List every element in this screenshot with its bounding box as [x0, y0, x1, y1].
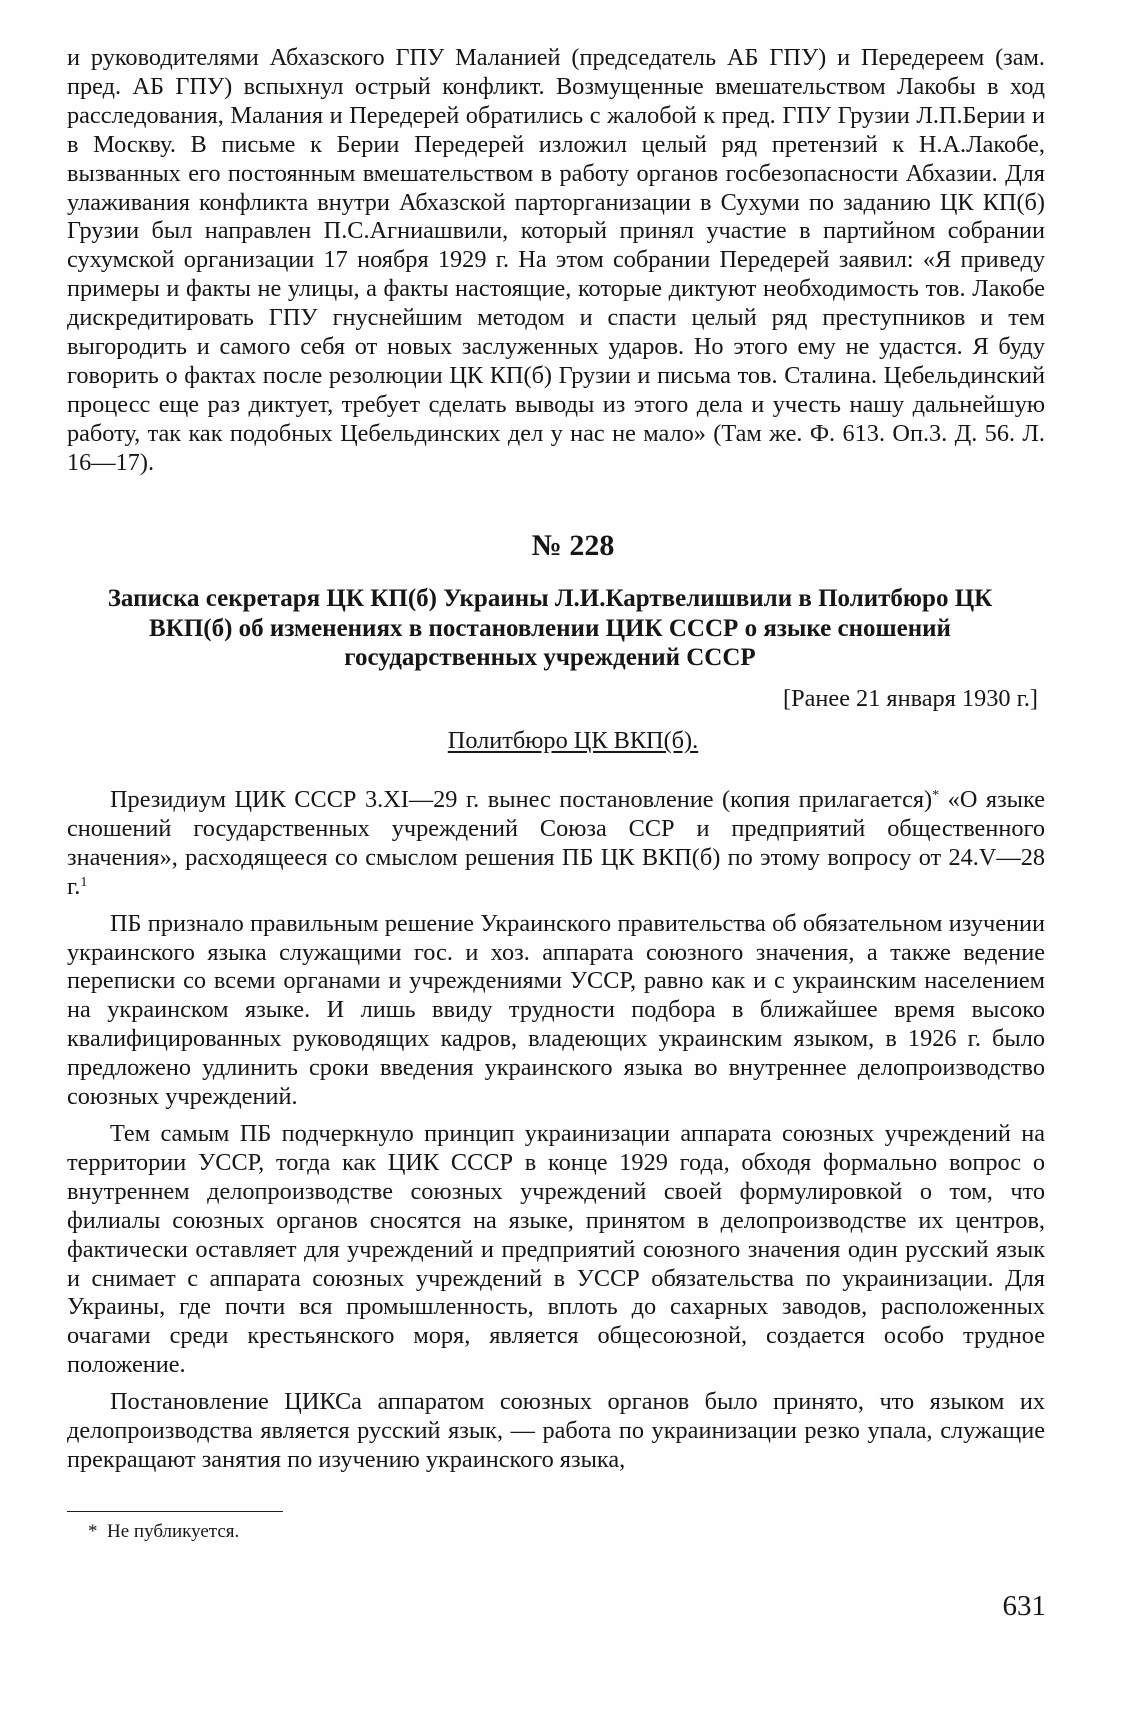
intro-paragraph: и руководителями Абхазского ГПУ Маланией (председатель АБ ГПУ) и Передереем (зам. пред. АБ ГПУ) вспыхнул острый конфликт. Возмущенные вмешательством Лакобы в ход расследования, Малания и Передерей обратились с жалобой к пред. ГПУ Грузии Л.П.Берии и в Москву. В письме к Берии Передерей изложил целый ряд претензий к Н.А.Лакобе, вызванных его постоянным вмешательством в работу органов госбезопасности Абхазии. Для улаживания конфликта внутри Абхазской парторганизации в Сухуми по заданию ЦК КП(б) Грузии был направлен П.С.Агниашвили, который принял участие в партийном собрании сухумской организации 17 ноября 1929 г. На этом собрании Передерей заявил: «Я приведу примеры и факты не улицы, а факты настоящие, которые диктуют необходимость тов. Лакобе дискредитировать ГПУ гнуснейшим методом и спасти целый ряд преступников и тем выгородить и самого себя от новых заслуженных ударов. Но этого ему не удастся. Я буду говорить о фактах после резолюции ЦК КП(б) Грузии и письма тов. Сталина. Цебельдинский процесс еще раз диктует, требует сделать выводы из этого дела и учесть нашу дальнейшую работу, так как подобных Цебельдинских дел у нас не мало» (Там же. Ф. 613. Оп.3. Д. 56. Л. 16—17). — [67, 44, 1045, 476]
footnote — [88, 1520, 239, 1544]
body-paragraph-3: Тем самым ПБ подчеркнуло принцип украинизации аппарата союзных учреждений на территории УССР, тогда как ЦИК СССР в конце 1929 года, обходя формально вопрос о внутреннем делопроизводстве союзных учреждений своей формулировкой о том, что филиалы союзных органов сносятся на языке, принятом в делопроизводстве их центров, фактически оставляет для учреждений и предприятий союзного значения один русский язык и снимает с аппарата союзных учреждений в УССР обязательства по украинизации. Для Украины, где почти вся промышленность, вплоть до сахарных заводов, расположенных очагами среди крестьянского моря, является общесоюзной, создается особо трудное положение. — [67, 1119, 1045, 1379]
footnote-divider — [67, 1511, 283, 1512]
footnote-text: Не публикуется. — [107, 1521, 240, 1542]
page-number: 631 — [1002, 1590, 1046, 1622]
paragraph-1-text-after: «О языке сношений государственных учреждений Союза ССР и предприятий общественного значения», расходящееся со смыслом решения ПБ ЦК ВКП(б) по этому вопросу от 24.V—28 г. — [67, 786, 1045, 900]
body-paragraph-4: Постановление ЦИКСа аппаратом союзных органов было принято, что языком их делопроизводства является русский язык, — работа по украинизации резко упала, служащие прекращают занятия по изучению украинского языка, — [67, 1388, 1045, 1473]
body-paragraph-1 — [67, 786, 1045, 902]
document-date: [Ранее 21 января 1930 г.] — [783, 685, 1038, 712]
footnote-marker: * — [932, 788, 940, 803]
body-paragraph-2: ПБ признало правильным решение Украинского правительства об обязательном изучении украинского языка служащими гос. и хоз. аппарата союзного значения, а также ведение переписки со всеми органами и учреждениями УССР, равно как и с украинским населением на украинском языке. И лишь ввиду трудности подбора в ближайшее время высоко квалифицированных руководящих кадров, владеющих украинским языком, в 1926 г. было предложено удлинить сроки введения украинского языка во внутреннее делопроизводство союзных учреждений. — [67, 909, 1045, 1111]
addressee-text: Политбюро ЦК ВКП(б). — [447, 727, 699, 754]
document-number: № 228 — [531, 529, 615, 562]
paragraph-1-text-before: Президиум ЦИК СССР 3.XI—29 г. вынес постановление (копия прилагается) — [110, 786, 933, 813]
note-marker: 1 — [80, 874, 88, 890]
document-addressee — [0, 726, 1146, 755]
document-title: Записка секретаря ЦК КП(б) Украины Л.И.Картвелишвили в Политбюро ЦК ВКП(б) об изменениях в постановлении ЦИК СССР о языке сношений государственных учреждений СССР — [107, 585, 993, 671]
footnote-mark: * — [88, 1521, 98, 1542]
document-body — [67, 786, 1045, 1475]
intro-text-block — [67, 44, 1045, 478]
